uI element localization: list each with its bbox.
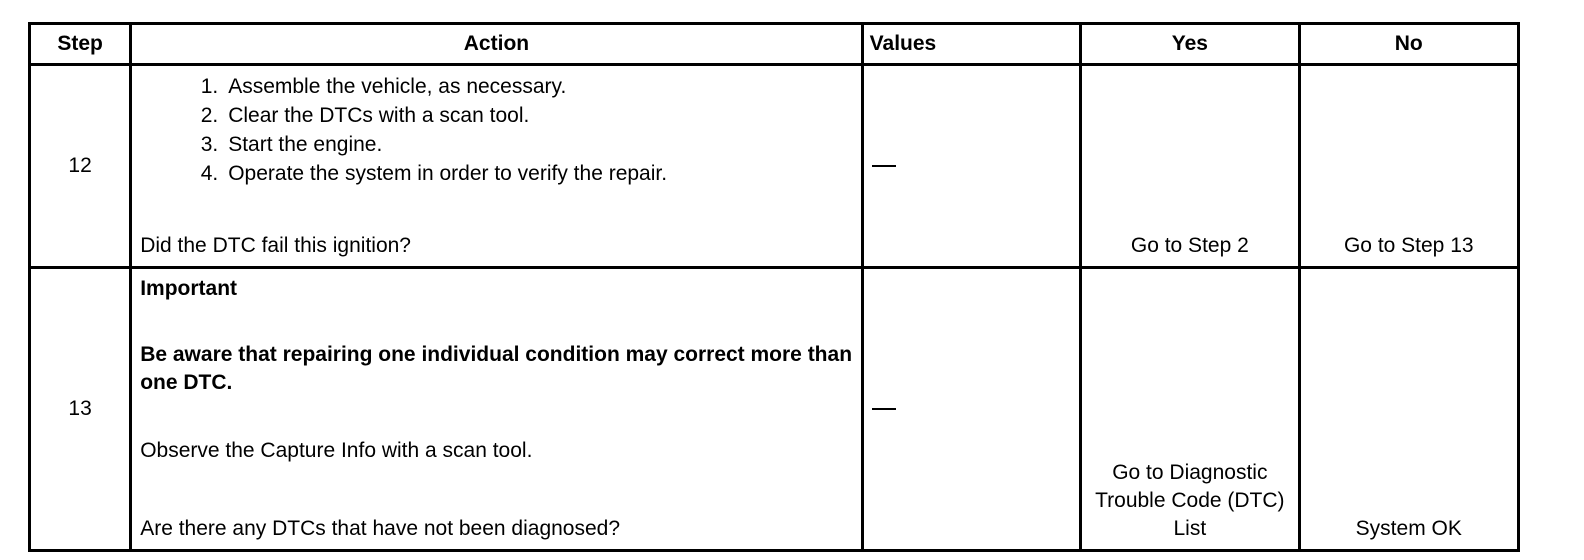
values-cell [862,268,1080,551]
list-item-number: 3. [200,133,219,156]
no-cell: System OK [1299,268,1518,551]
list-item-text: Assemble the vehicle, as necessary. [228,75,567,98]
header-values: Values [862,24,1080,65]
dash-mark [872,408,896,410]
action-steps-list [140,72,854,188]
no-cell: Go to Step 13 [1299,65,1518,268]
action-cell [131,268,862,551]
yes-cell: Go to Step 2 [1081,65,1299,268]
yes-cell: Go to Diagnostic Trouble Code (DTC) List [1081,268,1299,551]
list-item-number: 2. [200,104,219,127]
values-cell [862,65,1080,268]
step-number: 12 [30,65,131,268]
list-item-text: Start the engine. [228,133,383,156]
diagnostic-table [28,22,1520,552]
list-item [140,72,854,101]
list-item-number: 1. [200,75,219,98]
header-row [30,24,1519,65]
list-item-number: 4. [200,162,219,185]
header-action: Action [131,24,862,65]
header-no: No [1299,24,1518,65]
header-step: Step [30,24,131,65]
diagnostic-table-container [28,22,1520,552]
list-item [140,159,854,188]
important-label: Important [140,277,238,300]
list-item-text: Operate the system in order to verify the repair. [228,162,668,185]
list-item [140,130,854,159]
action-question: Did the DTC fail this ignition? [140,234,411,257]
table-row-step-12 [30,65,1519,268]
header-yes: Yes [1081,24,1299,65]
step-number: 13 [30,268,131,551]
action-cell [131,65,862,268]
action-instruction: Observe the Capture Info with a scan tool. [140,439,533,462]
table-row-step-13 [30,268,1519,551]
list-item-text: Clear the DTCs with a scan tool. [228,104,530,127]
important-note: Be aware that repairing one individual condition may correct more than one DTC. [140,343,853,394]
dash-mark [872,165,896,167]
list-item [140,101,854,130]
action-question: Are there any DTCs that have not been diagnosed? [140,517,621,540]
